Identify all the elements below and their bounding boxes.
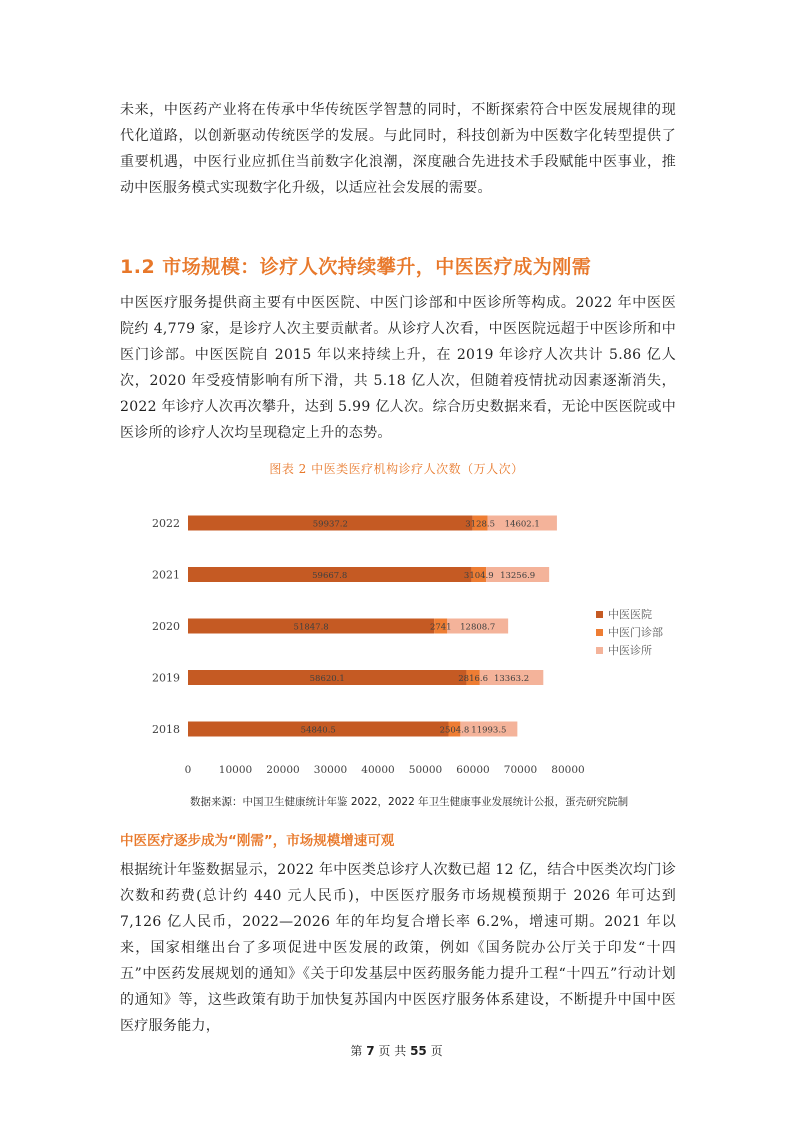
data-label: 2816.6 [458, 674, 489, 684]
data-label: 58620.1 [309, 674, 345, 684]
intro-paragraph: 未来，中医药产业将在传承中华传统医学智慧的同时，不断探索符合中医发展规律的现代化道路，以创新驱动传统医学的发展。与此同时，科技创新为中医数字化转型提供了重要机遇，中医行业应抓住当前数字化浪潮，深度融合先进技术手段赋能中医事业，推动中医服务模式实现数字化升级，以适应社会发展的需要。 [120, 102, 676, 196]
category-label: 2020 [152, 620, 180, 633]
data-label: 2741 [429, 622, 452, 633]
stacked-bar-chart [140, 495, 670, 785]
data-label: 11993.5 [471, 725, 507, 736]
category-label: 2021 [152, 568, 180, 582]
x-tick-label: 80000 [551, 764, 585, 776]
chart-legend [596, 607, 663, 657]
plot-area [152, 516, 585, 777]
legend-label: 中医诊所 [608, 644, 652, 657]
footer-middle: 页 共 [378, 1044, 407, 1058]
category-label: 2018 [152, 723, 180, 736]
x-tick-label: 0 [184, 764, 192, 776]
data-label: 14602.1 [504, 519, 540, 530]
legend-label: 中医医院 [608, 608, 652, 621]
data-label: 3128.5 [465, 519, 496, 530]
growth-paragraph: 根据统计年鉴数据显示，2022 年中医类总诊疗人次数已超 12 亿，结合中医类次均门诊次数和药费(总计约 440 元人民币)，中医医疗服务市场规模预期于 2026 年可达到 7,126 亿人民币，2022—2026 年的年均复合增长率 6.2%，增速可期。2021 年以来，国家相继出台了多项促进中医发展的政策，例如《国务院办公厅关于印发“十四五”中医药发展规划的通知》《关于印发基层中医药服务能力提升工程“十四五”行动计划的通知》等，这些政策有助于加快复苏国内中医医疗服务体系建设，不断提升中国中医医疗服务能力， [120, 862, 676, 1034]
market-paragraph: 中医医疗服务提供商主要有中医医院、中医门诊部和中医诊所等构成。2022 年中医医院约 4,779 家，是诊疗人次主要贡献者。从诊疗人次看，中医医院远超于中医诊所和中医门诊部。中医医院自 2015 年以来持续上升，在 2019 年诊疗人次共计 5.86 亿人次，2020 年受疫情影响有所下滑，共 5.18 亿人次，但随着疫情扰动因素逐渐消失，2022 年诊疗人次再次攀升，达到 5.99 亿人次。综合历史数据来看，无论中医医院或中医诊所的诊疗人次均呈现稳定上升的态势。 [120, 295, 676, 441]
x-tick-label: 60000 [456, 764, 490, 776]
x-tick-label: 10000 [218, 764, 253, 776]
data-label: 54840.5 [300, 725, 336, 736]
sub-title: 中医医疗逐步成为“刚需”，市场规模增速可观 [120, 833, 395, 849]
data-label: 2504.8 [439, 725, 470, 736]
legend-swatch [596, 611, 603, 618]
data-label: 59667.8 [312, 571, 348, 581]
legend-swatch [596, 647, 603, 654]
chart-caption: 图表 2 中医类医疗机构诊疗人次数（万人次） [269, 462, 524, 476]
x-tick-label: 40000 [361, 764, 395, 776]
footer-prefix: 第 [350, 1044, 363, 1058]
category-label: 2019 [152, 671, 180, 685]
total-pages: 55 [410, 1044, 427, 1058]
x-tick-label: 50000 [408, 764, 443, 776]
data-label: 59937.2 [312, 519, 348, 530]
page-footer [0, 1042, 793, 1059]
data-label: 51847.8 [293, 622, 329, 633]
data-label: 13363.2 [493, 674, 530, 684]
x-tick-label: 70000 [503, 764, 538, 776]
data-label: 3104.9 [463, 571, 494, 581]
current-page: 7 [366, 1044, 375, 1058]
data-label: 13256.9 [500, 571, 536, 581]
x-tick-label: 20000 [266, 764, 300, 776]
category-label: 2022 [152, 517, 180, 530]
legend-swatch [596, 629, 603, 636]
source-note: 数据来源：中国卫生健康统计年鉴 2022，2022 年卫生健康事业发展统计公报，蛋壳研究院制 [190, 796, 629, 808]
x-tick-label: 30000 [313, 764, 348, 776]
legend-label: 中医门诊部 [608, 626, 663, 639]
footer-suffix: 页 [430, 1044, 443, 1058]
data-label: 12808.7 [460, 622, 496, 633]
section-title: 1.2 市场规模：诊疗人次持续攀升，中医医疗成为刚需 [120, 256, 592, 278]
